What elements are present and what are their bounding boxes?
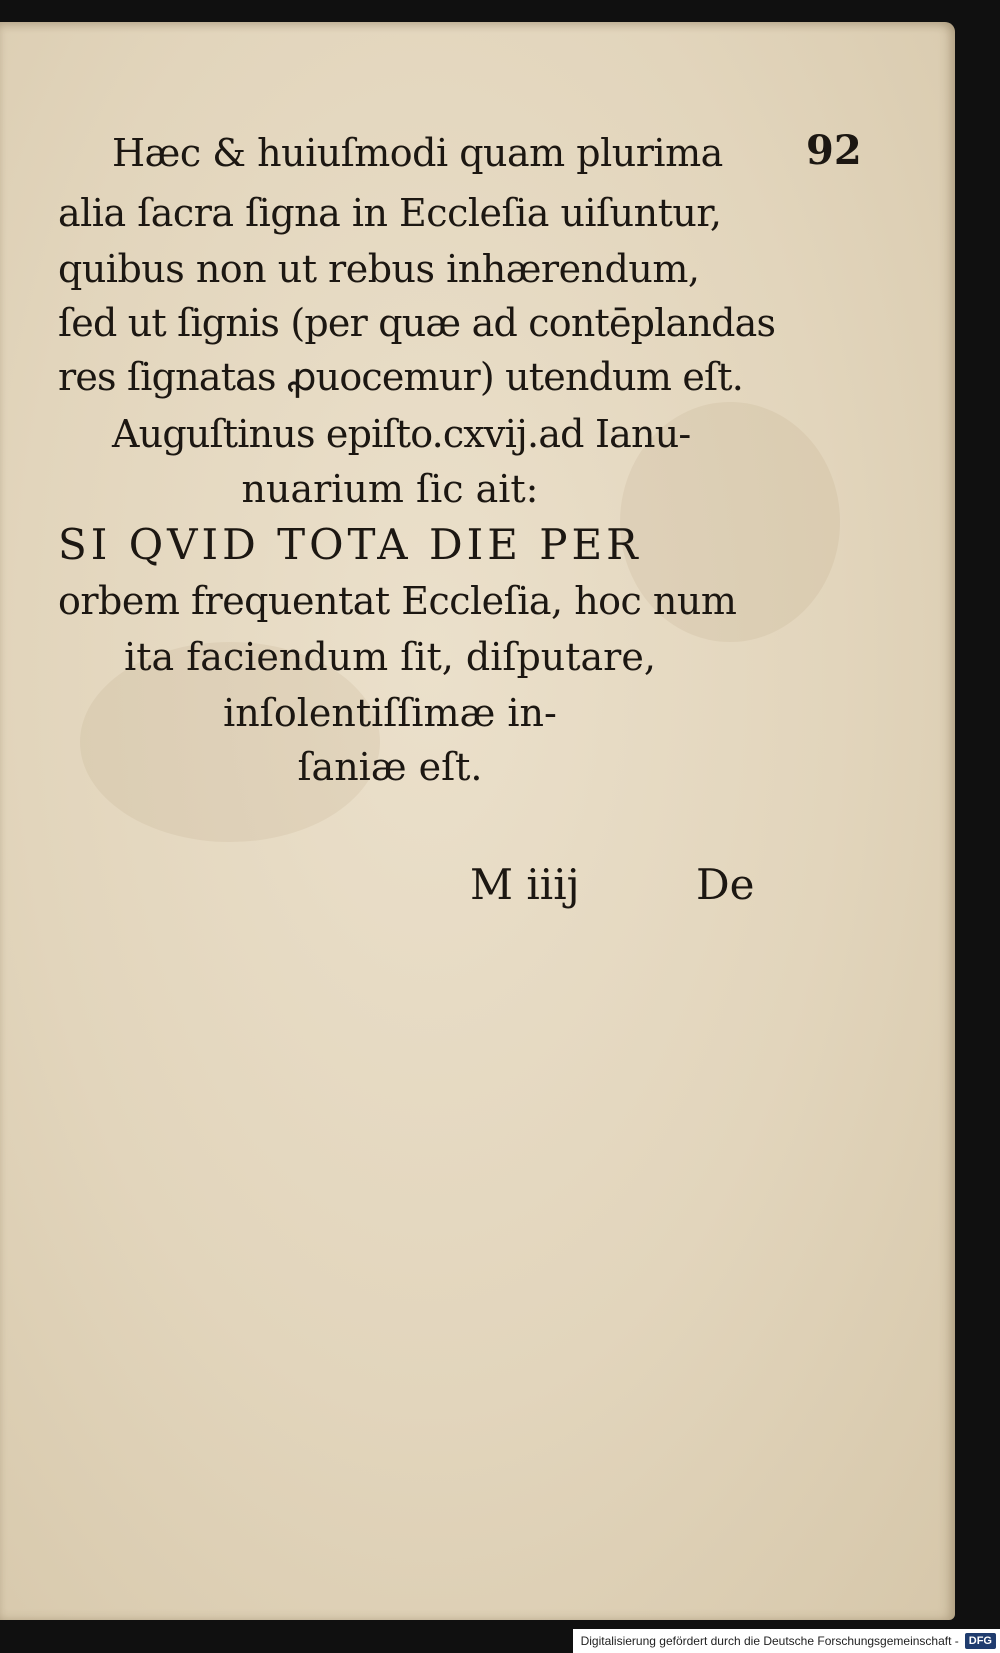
text-line: ita faciendum ſit, diſputare,: [124, 635, 656, 679]
text-line: nuarium ſic ait:: [241, 467, 539, 511]
text-line: res ſignatas ꝓuocemur) utendum eſt.: [58, 355, 744, 399]
digitization-footer: [573, 1629, 1000, 1653]
text-line: quibus non ut rebus inhærendum,: [58, 247, 700, 291]
text-line: Hæc & huiuſmodi quam plurima: [112, 131, 723, 175]
text-line: ſaniæ eſt.: [297, 745, 483, 789]
text-line: Auguſtinus epiſto.cxvij.ad Ianu-: [112, 412, 691, 456]
text-line: inſolentiſſimæ in-: [223, 691, 557, 735]
folio-number: 92: [806, 127, 862, 174]
catchword: De: [696, 860, 755, 909]
footer-credit: Digitalisierung gefördert durch die Deutsche Forschungsgemeinschaft -: [580, 1634, 959, 1648]
dfg-logo: DFG: [965, 1633, 996, 1649]
text-line: orbem frequentat Eccleſia, hoc num: [58, 579, 737, 623]
text-line: alia ſacra ſigna in Eccleſia uiſuntur,: [58, 191, 722, 235]
text-line-capitals: SI QVID TOTA DIE PER: [58, 520, 642, 569]
text-line: ſed ut ſignis (per quæ ad contēplandas: [58, 301, 776, 345]
book-page: [0, 22, 955, 1620]
signature-mark: M iiij: [470, 860, 580, 909]
